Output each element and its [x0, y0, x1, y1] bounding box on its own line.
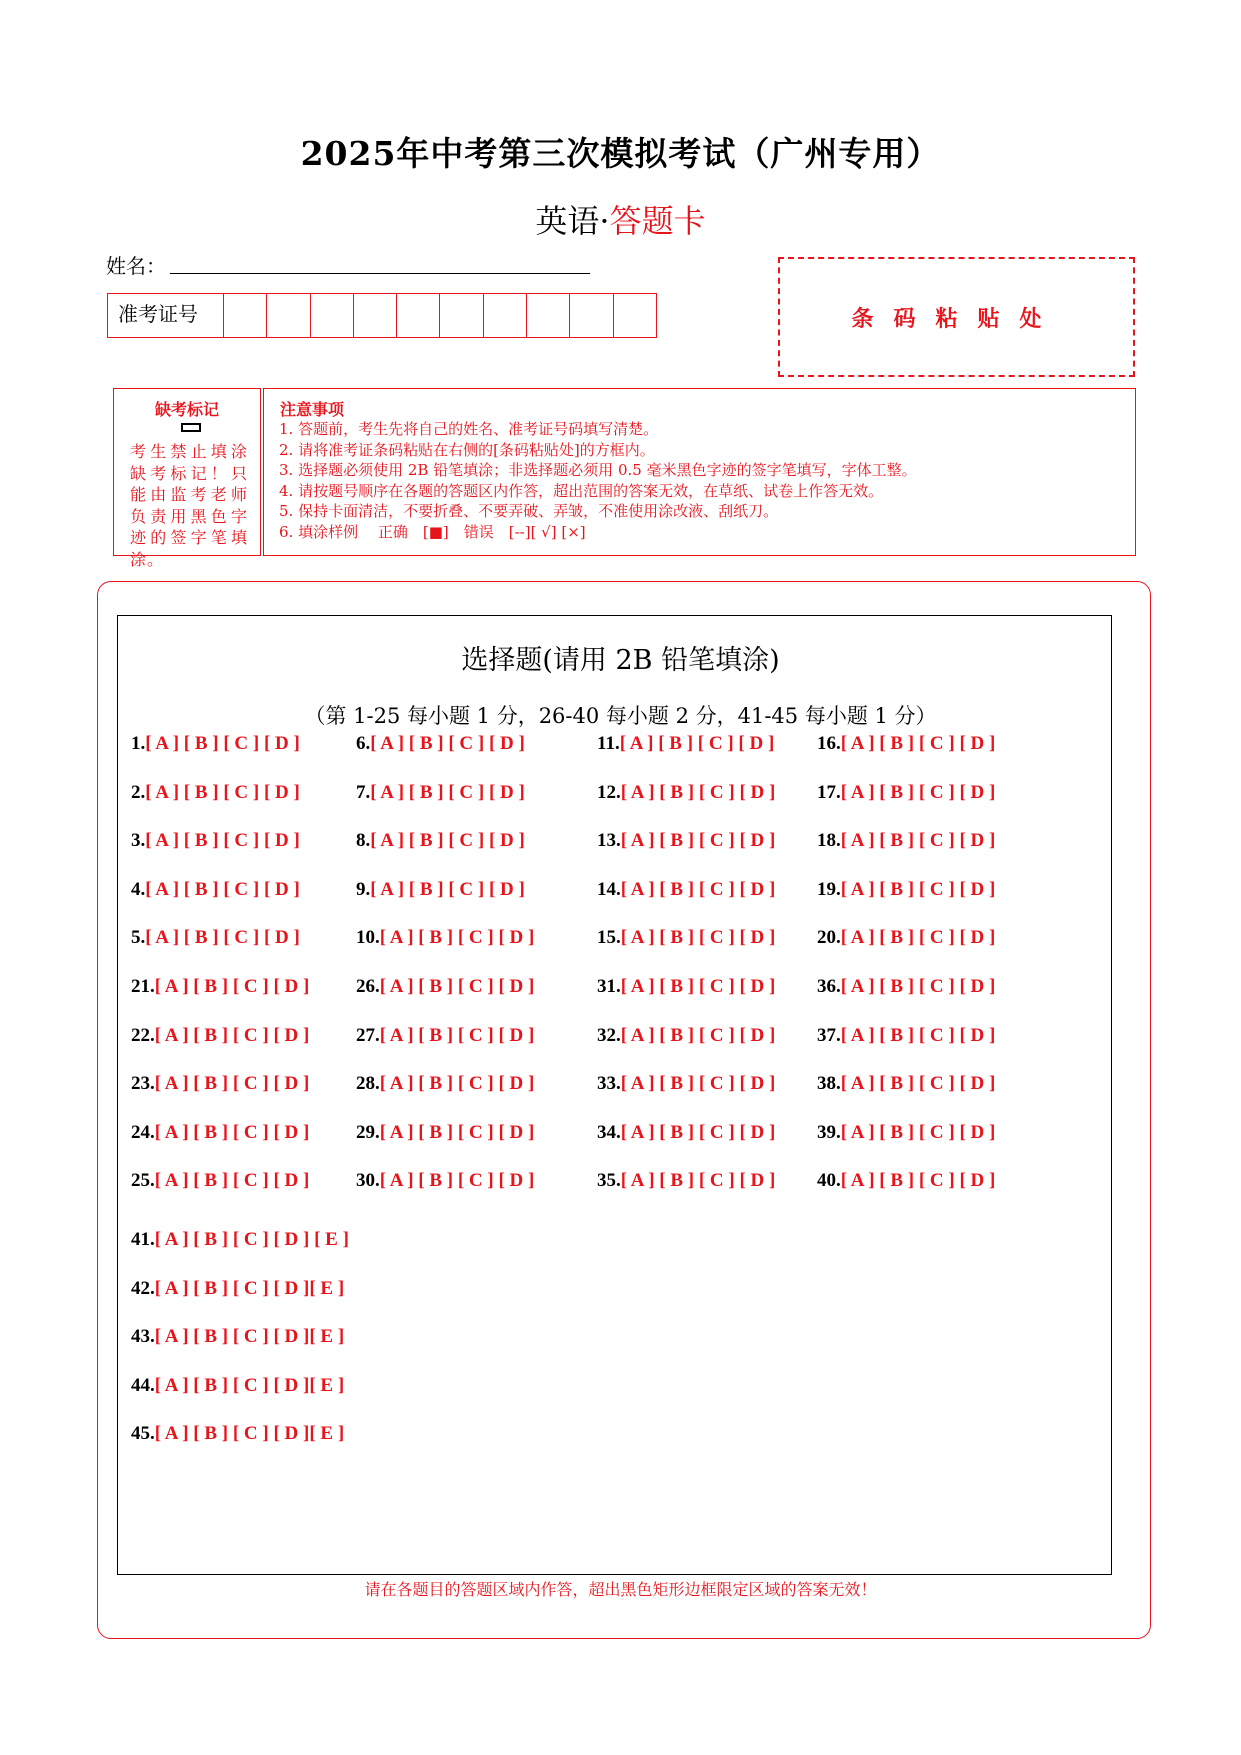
absent-mark-bubble[interactable] — [181, 423, 201, 432]
footer-note: 请在各题目的答题区域内作答，超出黑色矩形边框限定区域的答案无效！ — [364, 1580, 877, 1599]
exam-id-digit-cell[interactable] — [440, 294, 483, 337]
question-number: 19. — [817, 878, 841, 900]
question-item — [597, 1073, 775, 1095]
notice-item: 2. 请将准考证条码粘贴在右侧的[条码粘贴处]的方框内。 — [279, 440, 655, 459]
question-item — [817, 1122, 995, 1144]
question-number: 41. — [131, 1229, 155, 1250]
question-number: 29. — [356, 1121, 380, 1143]
section-subtitle: （第 1-25 每小题 1 分，26-40 每小题 2 分，41-45 每小题 1 分） — [304, 704, 937, 728]
answer-bubbles[interactable]: [ A ] [ B ] [ C ] [ D ] — [145, 733, 300, 754]
question-number: 5. — [131, 927, 146, 949]
section-title: 选择题(请用 2B 铅笔填涂) — [461, 645, 780, 676]
question-number: 20. — [817, 927, 841, 949]
notice-item: 5. 保持卡面清洁，不要折叠、不要弄破、弄皱，不准使用涂改液、刮纸刀。 — [279, 502, 779, 520]
question-number: 6. — [356, 733, 371, 754]
question-item — [817, 1073, 995, 1095]
answer-bubbles[interactable]: [ A ] [ B ] [ C ] [ D ] — [840, 781, 996, 803]
question-item — [131, 1375, 344, 1397]
page-subtitle — [0, 196, 1241, 242]
question-item — [356, 1025, 534, 1047]
question-item — [597, 976, 775, 998]
page-title: 2025年中考第三次模拟考试（广州专用） — [300, 134, 941, 173]
answer-bubbles[interactable]: [ A ] [ B ] [ C ] [ D ] — [840, 927, 996, 949]
question-item — [597, 1025, 775, 1047]
question-number: 14. — [597, 878, 621, 900]
answer-bubbles[interactable]: [ A ] [ B ] [ C ] [ D ] — [379, 1073, 535, 1095]
question-number: 24. — [131, 1121, 155, 1143]
answer-bubbles[interactable]: [ A ] [ B ] [ C ] [ D ] — [620, 927, 776, 949]
answer-bubbles[interactable]: [ A ] [ B ] [ C ] [ D ] — [620, 1024, 776, 1046]
question-number: 42. — [131, 1277, 155, 1299]
subtitle-subject: 英语· — [535, 202, 610, 240]
question-number: 43. — [131, 1326, 155, 1348]
exam-id-digit-cell[interactable] — [224, 294, 267, 337]
notice-title: 注意事项 — [280, 400, 345, 419]
answer-bubbles[interactable]: [ A ] [ B ] [ C ] [ D ] — [840, 1024, 996, 1046]
question-item — [131, 733, 300, 755]
question-item — [817, 830, 995, 852]
question-item — [131, 1326, 344, 1348]
question-number: 33. — [597, 1073, 621, 1095]
question-number: 15. — [597, 927, 621, 949]
exam-id-digit-cell[interactable] — [397, 294, 440, 337]
answer-bubbles[interactable]: [ A ] [ B ] [ C ] [ D ] — [370, 781, 525, 803]
question-number: 1. — [131, 733, 146, 754]
question-item — [356, 1073, 534, 1095]
answer-bubbles[interactable]: [ A ] [ B ] [ C ] [ D ] — [620, 781, 776, 803]
exam-id-digit-cell[interactable] — [267, 294, 310, 337]
question-number: 36. — [817, 976, 841, 997]
notice-item: 1. 答题前，考生先将自己的姓名、准考证号码填写清楚。 — [279, 420, 659, 438]
answer-bubbles[interactable]: [ A ] [ B ] [ C ] [ D ] — [620, 976, 776, 997]
answer-bubbles[interactable]: [ A ] [ B ] [ C ] [ D ] — [370, 878, 525, 900]
question-number: 10. — [356, 927, 380, 949]
answer-bubbles[interactable]: [ A ] [ B ] [ C ] [ D ] — [379, 1170, 535, 1192]
question-number: 45. — [131, 1423, 155, 1445]
question-item — [597, 1122, 775, 1144]
question-item — [597, 879, 775, 901]
question-number: 44. — [131, 1374, 155, 1396]
answer-bubbles[interactable]: [ A ] [ B ] [ C ] [ D ] — [840, 1073, 996, 1095]
question-number: 25. — [131, 1170, 155, 1192]
answer-bubbles[interactable]: [ A ] [ B ] [ C ] [ D ][ E ] — [154, 1277, 345, 1299]
exam-id-label: 准考证号 — [108, 294, 224, 337]
question-item — [356, 1170, 534, 1192]
answer-bubbles[interactable]: [ A ] [ B ] [ C ] [ D ] — [620, 1170, 776, 1192]
answer-bubbles[interactable]: [ A ] [ B ] [ C ] [ D ] — [154, 1024, 310, 1046]
exam-id-digit-cell[interactable] — [311, 294, 354, 337]
question-item — [131, 1025, 309, 1047]
question-item — [131, 830, 300, 852]
question-item — [817, 879, 995, 901]
answer-bubbles[interactable]: [ A ] [ B ] [ C ] [ D ] — [154, 1170, 310, 1192]
question-item — [817, 1170, 995, 1192]
answer-bubbles[interactable]: [ A ] [ B ] [ C ] [ D ] — [154, 976, 310, 997]
question-item — [817, 927, 995, 949]
notice-box — [263, 388, 1136, 556]
question-number: 32. — [597, 1024, 621, 1046]
question-item — [131, 976, 309, 998]
question-item — [817, 733, 995, 755]
question-number: 34. — [597, 1121, 621, 1143]
barcode-label: 条码粘贴处 — [851, 305, 1062, 332]
question-number: 11. — [597, 733, 620, 754]
question-item — [131, 1073, 309, 1095]
question-item — [131, 1278, 344, 1300]
question-number: 31. — [597, 976, 621, 997]
question-item — [597, 927, 775, 949]
answer-bubbles[interactable]: [ A ] [ B ] [ C ] [ D ] — [620, 830, 776, 852]
question-number: 22. — [131, 1024, 155, 1046]
answer-bubbles[interactable]: [ A ] [ B ] [ C ] [ D ] — [379, 976, 535, 997]
question-number: 38. — [817, 1073, 841, 1095]
question-number: 27. — [356, 1024, 380, 1046]
question-number: 9. — [356, 878, 371, 900]
exam-id-cells — [224, 294, 656, 337]
answer-bubbles[interactable]: [ A ] [ B ] [ C ] [ D ] — [840, 976, 996, 997]
question-number: 35. — [597, 1170, 621, 1192]
question-number: 12. — [597, 781, 621, 803]
answer-bubbles[interactable]: [ A ] [ B ] [ C ] [ D ] — [379, 1121, 535, 1143]
question-number: 18. — [817, 830, 841, 852]
answer-bubbles[interactable]: [ A ] [ B ] [ C ] [ D ] [ E ] — [154, 1229, 349, 1250]
question-item — [356, 782, 525, 804]
question-number: 23. — [131, 1073, 155, 1095]
question-item — [131, 879, 300, 901]
exam-id-box — [107, 293, 657, 338]
question-item — [356, 927, 534, 949]
answer-bubbles[interactable]: [ A ] [ B ] [ C ] [ D ] — [840, 1121, 996, 1143]
answer-bubbles[interactable]: [ A ] [ B ] [ C ] [ D ] — [620, 878, 776, 900]
absent-mark-box — [113, 388, 261, 569]
question-number: 37. — [817, 1024, 841, 1046]
answer-bubbles[interactable]: [ A ] [ B ] [ C ] [ D ] — [370, 830, 525, 852]
answer-bubbles[interactable]: [ A ] [ B ] [ C ] [ D ] — [370, 733, 525, 754]
question-item — [131, 1423, 344, 1445]
answer-bubbles[interactable]: [ A ] [ B ] [ C ] [ D ] — [154, 1073, 310, 1095]
answer-bubbles[interactable]: [ A ] [ B ] [ C ] [ D ][ E ] — [154, 1423, 345, 1445]
notice-item: 6. 填涂样例 正确 [■] 错误 [--][ √] [×] — [279, 522, 586, 541]
notice-list — [279, 419, 917, 542]
question-item — [817, 1025, 995, 1047]
question-item — [597, 1170, 775, 1192]
answer-bubbles[interactable]: [ A ] [ B ] [ C ] [ D ] — [840, 878, 996, 900]
question-item — [597, 782, 775, 804]
question-number: 28. — [356, 1073, 380, 1095]
question-number: 3. — [131, 830, 146, 852]
question-item — [356, 830, 525, 852]
question-number: 13. — [597, 830, 621, 852]
question-item — [597, 830, 775, 852]
answer-bubbles[interactable]: [ A ] [ B ] [ C ] [ D ] — [145, 878, 300, 900]
question-number: 30. — [356, 1170, 380, 1192]
notice-item: 3. 选择题必须使用 2B 铅笔填涂；非选择题必须用 0.5 毫米黑色字迹的签字笔填写，字体工整。 — [279, 461, 917, 479]
question-item — [817, 976, 995, 998]
question-number: 8. — [356, 830, 371, 852]
question-item — [597, 733, 774, 755]
exam-id-digit-cell[interactable] — [614, 294, 656, 337]
question-item — [131, 782, 300, 804]
answer-bubbles[interactable]: [ A ] [ B ] [ C ] [ D ] — [840, 1170, 996, 1192]
answer-bubbles[interactable]: [ A ] [ B ] [ C ] [ D ][ E ] — [154, 1326, 345, 1348]
question-number: 26. — [356, 976, 380, 997]
subtitle-answer-sheet: 答题卡 — [609, 202, 706, 240]
answer-bubbles[interactable]: [ A ] [ B ] [ C ] [ D ] — [840, 830, 996, 852]
exam-id-digit-cell[interactable] — [527, 294, 570, 337]
absent-description: 考生禁止填涂缺考标记！只能由监考老师负责用黑色字迹的签字笔填涂。 — [130, 442, 248, 569]
answer-bubbles[interactable]: [ A ] [ B ] [ C ] [ D ] — [145, 830, 300, 852]
answer-bubbles[interactable]: [ A ] [ B ] [ C ] [ D ] — [619, 733, 775, 754]
question-number: 4. — [131, 878, 146, 900]
question-item — [131, 1170, 309, 1192]
question-item — [356, 976, 534, 998]
absent-title: 缺考标记 — [154, 400, 219, 419]
question-number: 16. — [817, 733, 841, 754]
question-item — [817, 782, 995, 804]
answer-bubbles[interactable]: [ A ] [ B ] [ C ] [ D ] — [145, 781, 300, 803]
question-number: 7. — [356, 781, 371, 803]
question-number: 39. — [817, 1121, 841, 1143]
answer-bubbles[interactable]: [ A ] [ B ] [ C ] [ D ] — [379, 1024, 535, 1046]
notice-item: 4. 请按题号顺序在各题的答题区内作答，超出范围的答案无效，在草纸、试卷上作答无效。 — [279, 481, 884, 500]
barcode-area — [778, 257, 1135, 377]
question-item — [131, 1229, 349, 1251]
name-label: 姓名： — [106, 254, 166, 278]
answer-bubbles[interactable]: [ A ] [ B ] [ C ] [ D ] — [620, 1073, 776, 1095]
name-field[interactable] — [170, 273, 590, 274]
answer-bubbles[interactable]: [ A ] [ B ] [ C ] [ D ] — [154, 1121, 310, 1143]
exam-id-digit-cell[interactable] — [570, 294, 613, 337]
question-item — [131, 927, 300, 949]
question-item — [356, 1122, 534, 1144]
exam-id-digit-cell[interactable] — [354, 294, 397, 337]
answer-bubbles[interactable]: [ A ] [ B ] [ C ] [ D ][ E ] — [154, 1374, 345, 1396]
answer-bubbles[interactable]: [ A ] [ B ] [ C ] [ D ] — [840, 733, 996, 754]
question-number: 21. — [131, 976, 155, 997]
question-item — [356, 733, 525, 755]
answer-bubbles[interactable]: [ A ] [ B ] [ C ] [ D ] — [379, 927, 535, 949]
question-item — [356, 879, 525, 901]
question-number: 17. — [817, 781, 841, 803]
question-item — [131, 1122, 309, 1144]
question-number: 2. — [131, 781, 146, 803]
question-number: 40. — [817, 1170, 841, 1192]
exam-id-digit-cell[interactable] — [484, 294, 527, 337]
answer-bubbles[interactable]: [ A ] [ B ] [ C ] [ D ] — [145, 927, 300, 949]
answer-bubbles[interactable]: [ A ] [ B ] [ C ] [ D ] — [620, 1121, 776, 1143]
